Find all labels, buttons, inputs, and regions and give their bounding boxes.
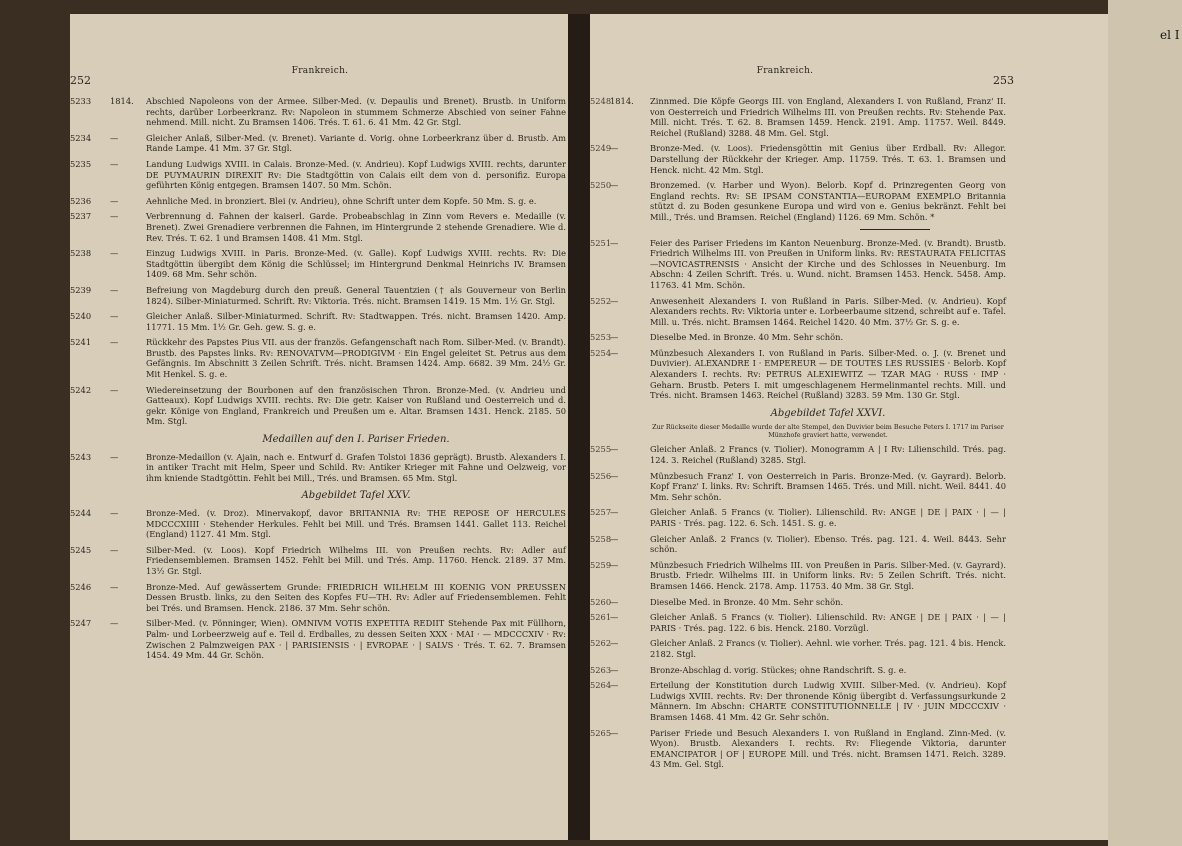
lot-number: 5248 xyxy=(590,96,612,106)
entry-description: Gleicher Anlaß, Silber-Med. (v. Brenet). Variante d. Vorig. ohne Lorbeerkranz über d. Brustb. Am Rande Lampe. 41 Mm. 37 Gr. Stgl. xyxy=(146,132,566,154)
catalog-entry xyxy=(590,470,1006,503)
lot-number: 5257 xyxy=(590,507,612,518)
entry-year: — xyxy=(110,508,119,518)
entry-year: — xyxy=(610,332,619,343)
footnote: Zur Rückseite dieser Medaille wurde der alte Stempel, den Duvivier beim Besuche Peters I. 1717 im Pariser Münzhofe graviert hatte, verwendet. xyxy=(652,423,1004,440)
lot-number: 5255 xyxy=(590,444,612,455)
lot-number: 5236 xyxy=(70,195,92,206)
lot-number: 5243 xyxy=(70,451,92,462)
catalog-entry xyxy=(70,618,566,660)
page-number-right: 253 xyxy=(993,74,1014,87)
entry-year: — xyxy=(610,507,619,518)
lot-number: 5249 xyxy=(590,143,612,154)
entry-description: Münzbesuch Friedrich Wilhelms III. von Preußen in Paris. Silber-Med. (v. Gayrard). Brustb. Friedr. Wilhelms III. in Uniform links. Rv: 5 Zeilen Schrift. Trés. nicht. Bramsen 1466. Henck. 2178. Amp. 11753. 40 Mm. 38 Gr. Stgl. xyxy=(650,559,1006,591)
entry-year: — xyxy=(610,727,619,738)
lot-number: 5258 xyxy=(590,533,612,544)
lot-number: 5242 xyxy=(70,384,92,395)
catalog-entry xyxy=(590,237,1006,291)
entry-description: Erteilung der Konstitution durch Ludwig XVIII. Silber-Med. (v. Andrieu). Kopf Ludwigs XVIII. rechts. Rv: Der thronende König übergibt d. Verfassungsurkunde 2 Männern. Im Abschn: CHARTE CONSTITUTIONNELLE | IV · JUIN MDCCCXIV · Bramsen 1468. 41 Mm. 42 Gr. Sehr schön. xyxy=(650,680,1006,722)
catalog-entry xyxy=(70,96,566,128)
lot-number: 5251 xyxy=(590,237,612,248)
lot-number: 5262 xyxy=(590,638,612,649)
entry-year: — xyxy=(610,295,619,306)
entry-description: Verbrennung d. Fahnen der kaiserl. Garde. Probeabschlag in Zinn vom Revers e. Medaille (v. Brenet). Zwei Grenadiere verbrennen die Fahnen, im Hintergrunde 2 stehende Grenadiere. Wie d. Rev. Trés. T. 62. 1 und Bramsen 1408. 41 Mm. Stgl. xyxy=(146,211,566,243)
catalog-entry xyxy=(590,180,1006,222)
entry-year: 1814. xyxy=(110,96,134,106)
entry-year: — xyxy=(110,581,119,592)
entry-year: 1814. xyxy=(610,96,634,106)
running-head-left: Frankreich. xyxy=(291,66,349,76)
lot-number: 5238 xyxy=(70,248,92,259)
entry-description: Münzbesuch Alexanders I. von Rußland in Paris. Silber-Med. o. J. (v. Brenet und Duvivier). ALEXANDRE I · EMPEREUR — DE TOUTES LES RUSSIES · Belorb. Kopf Alexanders I. rechts. Rv: PETRUS ALEXIEWITZ — TZAR MAG · RUSS · IMP · Geharn. Brustb. Peters I. mit umgeschlagenem Hermelinmantel rechts. Mill. und Trés. nicht. Bramsen 1463. Reichel (Rußland) 3283. 59 Mm. 130 Gr. Stgl. xyxy=(650,347,1006,401)
entry-description: Gleicher Anlaß. 2 Francs (v. Tiolier). Aehnl. wie vorher. Trés. pag. 121. 4 bis. Henck. 2182. Stgl. xyxy=(650,638,1006,659)
catalog-entry xyxy=(590,559,1006,592)
catalog-entry xyxy=(70,159,566,191)
catalog-entry xyxy=(70,545,566,577)
lot-number: 5240 xyxy=(70,311,92,322)
entry-description: Bronze-Abschlag d. vorig. Stückes; ohne Randschrift. S. g. e. xyxy=(650,664,907,675)
catalog-entry xyxy=(590,507,1006,528)
entry-description: Zinnmed. Die Köpfe Georgs III. von England, Alexanders I. von Rußland, Franz' II. von Oesterreich und Friedrich Wilhelms III. von Preußen rechts. Rv: Stehende Pax. Mill. nicht. Trés. T. 62. 8. Bramsen 1459. Henck. 2191. Amp. 11757. Weil. 8449. Reichel (Rußland) 3288. 48 Mm. Gel. Stgl. xyxy=(650,96,1006,138)
entry-year: — xyxy=(610,347,619,358)
left-page xyxy=(70,14,570,840)
next-page-edge xyxy=(1108,0,1182,846)
lot-number: 5263 xyxy=(590,664,612,675)
entry-description: Einzug Ludwigs XVIII. in Paris. Bronze-Med. (v. Galle). Kopf Ludwigs XVIII. rechts. Rv: Die Stadtgöttin übergibt dem König die Schlüssel; im Hintergrund Denkmal Heinrichs IV. Bramsen 1409. 68 Mm. Sehr schön. xyxy=(146,248,566,280)
section-heading: Abgebildet Tafel XXV. xyxy=(301,490,411,502)
entry-description: Dieselbe Med. in Bronze. 40 Mm. Sehr schön. xyxy=(650,332,844,343)
lot-number: 5252 xyxy=(590,295,612,306)
lot-number: 5237 xyxy=(70,211,92,222)
entry-description: Aehnliche Med. in bronziert. Blei (v. Andrieu), ohne Schrift unter dem Kopfe. 50 Mm. S. g. e. xyxy=(146,195,537,206)
entry-year: — xyxy=(110,284,119,295)
lot-number: 5250 xyxy=(590,180,612,191)
catalog-entry xyxy=(590,638,1006,659)
catalog-entry xyxy=(590,96,1006,138)
entry-year: — xyxy=(610,664,619,675)
lot-number: 5239 xyxy=(70,284,92,295)
entry-description: Gleicher Anlaß. 2 Francs (v. Tiolier). Ebenso. Trés. pag. 121. 4. Weil. 8443. Sehr schön. xyxy=(650,533,1006,555)
entry-year: — xyxy=(610,612,619,623)
page-number-left: 252 xyxy=(70,74,91,87)
entry-year: — xyxy=(110,451,119,462)
section-heading: Abgebildet Tafel XXVI. xyxy=(770,407,886,419)
left-column xyxy=(70,96,566,666)
catalog-entry xyxy=(590,680,1006,722)
entry-description: Dieselbe Med. in Bronze. 40 Mm. Sehr schön. xyxy=(650,596,844,607)
catalog-entry xyxy=(590,444,1006,466)
catalog-entry xyxy=(70,582,566,614)
entry-year: — xyxy=(110,384,119,395)
catalog-entry xyxy=(590,727,1006,770)
entry-year: — xyxy=(110,195,119,206)
entry-description: Bronze-Medaillon (v. Ajain, nach e. Entwurf d. Grafen Tolstoi 1836 geprägt). Brustb. Alexanders I. in antiker Tracht mit Helm, Speer und Schild. Rv: Antiker Krieger mit Fahne und Oelzweig, vor ihm kniende Stadtgöttin. Fehlt bei Mill., Trés. und Bramsen. 65 Mm. Stgl. xyxy=(146,451,566,483)
catalog-entry xyxy=(590,143,1006,175)
catalog-entry xyxy=(590,533,1006,555)
entry-description: Silber-Med. (v. Pönninger, Wien). OMNIVM VOTIS EXPETITA REDIIT Stehende Pax mit Füllhorn, Palm- und Lorbeerzweig auf e. Teil d. Erdballes, zu dessen Seiten XXX · MAI · — MDCCCXIV · Rv: Zwischen 2 Palmzweigen PAX · | PARISIENSIS · | EVROPAE · | SALVS · Trés. T. 62. 7. Bramsen 1454. 49 Mm. 44 Gr. Schön. xyxy=(146,618,566,661)
lot-number: 5264 xyxy=(590,680,612,691)
entry-description: Feier des Pariser Friedens im Kanton Neuenburg. Bronze-Med. (v. Brandt). Brustb. Friedrich Wilhelms III. von Preußen in Uniform links. Rv: RESTAURATA FELICITAS—NOVICASTRENSIS · Ansicht der Kirche und des Schlosses in Neuenburg. Im Abschn: 4 Zeilen Schrift. Trés. u. Wund. nicht. Bramsen 1453. Henck. 5458. Amp. 11763. 41 Mm. Schön. xyxy=(650,237,1006,290)
catalog-entry xyxy=(70,285,566,306)
entry-description: Landung Ludwigs XVIII. in Calais. Bronze-Med. (v. Andrieu). Kopf Ludwigs XVIII. rechts, darunter DE PUYMAURIN DIREXIT Rv: Die Stadtgöttin von Calais eilt dem von d. personifiz. Europa geführten König entgegen. Bramsen 1407. 50 Mm. Schön. xyxy=(146,158,566,191)
entry-description: Wiedereinsetzung der Bourbonen auf den französischen Thron. Bronze-Med. (v. Andrieu und Gatteaux). Kopf Ludwigs XVIII. rechts. Rv: Die getr. Kaiser von Rußland und Oesterreich und d. gekr. Könige von England, Frankreich und Preußen um e. Altar. Bramsen 1431. Henck. 2185. 50 Mm. Stgl. xyxy=(146,384,566,427)
catalog-entry xyxy=(70,311,566,332)
lot-number: 5253 xyxy=(590,332,612,343)
entry-description: Gleicher Anlaß. 5 Francs (v. Tiolier). Lilienschild. Rv: ANGE | DE | PAIX · | — | PARIS · Trés. pag. 122. 6. Sch. 1451. S. g. e. xyxy=(650,507,1006,528)
edge-label: el I xyxy=(1160,28,1180,42)
catalog-entry xyxy=(590,596,1006,608)
lot-number: 5235 xyxy=(70,158,92,169)
entry-year: — xyxy=(110,337,119,348)
entry-year: — xyxy=(610,596,619,607)
lot-number: 5265 xyxy=(590,727,612,738)
lot-number: 5233 xyxy=(70,96,92,106)
running-head-right: Frankreich. xyxy=(756,66,814,76)
entry-description: Münzbesuch Franz' I. von Oesterreich in Paris. Bronze-Med. (v. Gayrard). Belorb. Kopf Franz' I. links. Rv: Schrift. Bramsen 1465. Trés. und Mill. nicht. Weil. 8441. 40 Mm. Sehr schön. xyxy=(650,470,1006,502)
catalog-entry xyxy=(70,211,566,243)
entry-description: Befreiung von Magdeburg durch den preuß. General Tauentzien († als Gouverneur von Berlin 1824). Silber-Miniaturmed. Schrift. Rv: Viktoria. Trés. nicht. Bramsen 1419. 15 Mm. 1½ Gr. Stgl. xyxy=(146,284,566,306)
entry-description: Bronze-Med. (v. Loos). Friedensgöttin mit Genius über Erdball. Rv: Allegor. Darstellung der Rückkehr der Krieger. Amp. 11759. Trés. T. 63. 1. Bramsen und Henck. nicht. 42 Mm. Stgl. xyxy=(650,143,1006,175)
entry-description: Bronze-Med. Auf gewässertem Grunde: FRIEDRICH WILHELM III KOENIG VON PREUSSEN Dessen Brustb. links, zu den Seiten des Kopfes FU—TH. Rv: Adler auf Friedensemblemen. Fehlt bei Trés. und Bramsen. Henck. 2186. 37 Mm. Sehr schön. xyxy=(146,581,566,613)
entry-year: — xyxy=(610,237,619,248)
lot-number: 5246 xyxy=(70,581,92,592)
separator-rule xyxy=(860,229,930,230)
catalog-entry xyxy=(70,452,566,484)
entry-year: — xyxy=(610,180,619,191)
entry-year: — xyxy=(610,638,619,649)
lot-number: 5245 xyxy=(70,544,92,555)
entry-year: — xyxy=(610,143,619,154)
right-column xyxy=(590,96,1006,775)
entry-description: Silber-Med. (v. Loos). Kopf Friedrich Wilhelms III. von Preußen rechts. Rv: Adler auf Friedensemblemen. Bramsen 1452. Fehlt bei Mill. und Trés. Amp. 11760. Henck. 2189. 37 Mm. 13½ Gr. Stgl. xyxy=(146,544,566,576)
entry-year: — xyxy=(610,470,619,481)
entry-year: — xyxy=(110,248,119,259)
entry-year: — xyxy=(110,211,119,222)
entry-year: — xyxy=(610,444,619,455)
entry-description: Gleicher Anlaß. Silber-Miniaturmed. Schrift. Rv: Stadtwappen. Trés. nicht. Bramsen 1420. Amp. 11771. 15 Mm. 1½ Gr. Geh. gew. S. g. e. xyxy=(146,311,566,332)
catalog-entry xyxy=(590,295,1006,328)
entry-description: Abschied Napoleons von der Armee. Silber-Med. (v. Depaulis und Brenet). Brustb. in Uniform rechts, darüber Lorbeerkranz. Rv: Napoleon in stummem Schmerze Abschied von seiner Fahne nehmend. Mill. nicht. Zu Bramsen 1406. Trés. T. 61. 6. 41 Mm. 42 Gr. Stgl. xyxy=(146,96,566,128)
entry-description: Bronzemed. (v. Harber und Wyon). Belorb. Kopf d. Prinzregenten Georg von England rechts. Rv: SE IPSAM CONSTANTIA—EUROPAM EXEMPLO Britannia stützt d. zu Boden gesunkene Europa und wird von e. Genius bekränzt. Fehlt bei Mill., Trés. und Bramsen. Reichel (England) 1126. 69 Mm. Schön. * xyxy=(650,180,1006,222)
section-heading: Medaillen auf den I. Pariser Frieden. xyxy=(262,434,450,446)
lot-number: 5256 xyxy=(590,470,612,481)
lot-number: 5260 xyxy=(590,596,612,607)
entry-description: Gleicher Anlaß. 5 Francs (v. Tiolier). Lilienschild. Rv: ANGE | DE | PAIX · | — | PARIS · Trés. pag. 122. 6 bis. Henck. 2180. Vorzügl. xyxy=(650,612,1006,633)
catalog-entry xyxy=(70,337,566,379)
lot-number: 5234 xyxy=(70,132,92,143)
entry-description: Gleicher Anlaß. 2 Francs (v. Tiolier). Monogramm A | I Rv: Lilienschild. Trés. pag. 124. 3. Reichel (Rußland) 3285. Stgl. xyxy=(650,444,1006,466)
catalog-entry xyxy=(590,332,1006,343)
lot-number: 5261 xyxy=(590,612,612,623)
catalog-entry xyxy=(70,248,566,280)
entry-year: — xyxy=(110,544,119,555)
entry-year: — xyxy=(110,158,119,169)
catalog-entry xyxy=(590,612,1006,633)
entry-year: — xyxy=(110,311,119,322)
entry-description: Pariser Friede und Besuch Alexanders I. von Rußland in England. Zinn-Med. (v. Wyon). Brustb. Alexanders I. rechts. Rv: Fliegende Viktoria, darunter EMANCIPATOR | OF | EUROPE Mill. und Trés. nicht. Bramsen 1471. Reich. 3289. 43 Mm. Gel. Stgl. xyxy=(650,727,1006,770)
right-page xyxy=(590,14,1110,840)
catalog-entry xyxy=(70,385,566,427)
entry-year: — xyxy=(110,132,119,143)
entry-year: — xyxy=(110,618,119,629)
catalog-entry xyxy=(70,508,566,540)
catalog-entry xyxy=(590,347,1006,401)
entry-description: Rückkehr des Papstes Pius VII. aus der französ. Gefangenschaft nach Rom. Silber-Med. (v. Brandt). Brustb. des Papstes links. Rv: RENOVATVM—PRODIGIVM · Ein Engel geleitet St. Petrus aus dem Gefängnis. Im Abschnitt 3 Zeilen Schrift. Trés. nicht. Bramsen 1424. Amp. 6682. 39 Mm. 24½ Gr. Mit Henkel. S. g. e. xyxy=(146,337,566,380)
lot-number: 5247 xyxy=(70,618,92,629)
entry-description: Bronze-Med. (v. Droz). Minervakopf, davor BRITANNIA Rv: THE REPOSE OF HERCULES MDCCCXIIII · Stehender Herkules. Fehlt bei Mill. und Trés. Bramsen 1441. Gallet 113. Reichel (England) 1127. 41 Mm. Stgl. xyxy=(146,508,566,540)
catalog-entry xyxy=(70,133,566,154)
entry-year: — xyxy=(610,559,619,570)
lot-number: 5241 xyxy=(70,337,92,348)
entry-year: — xyxy=(610,533,619,544)
catalog-entry xyxy=(70,196,566,207)
entry-description: Anwesenheit Alexanders I. von Rußland in Paris. Silber-Med. (v. Andrieu). Kopf Alexanders rechts. Rv: Viktoria unter e. Lorbeerbaume sitzend, schreibt auf e. Tafel. Mill. u. Trés. nicht. Bramsen 1464. Reichel 1420. 40 Mm. 37½ Gr. S. g. e. xyxy=(650,295,1006,327)
lot-number: 5244 xyxy=(70,508,92,518)
lot-number: 5259 xyxy=(590,559,612,570)
catalog-entry xyxy=(590,664,1006,676)
entry-year: — xyxy=(610,680,619,691)
lot-number: 5254 xyxy=(590,347,612,358)
